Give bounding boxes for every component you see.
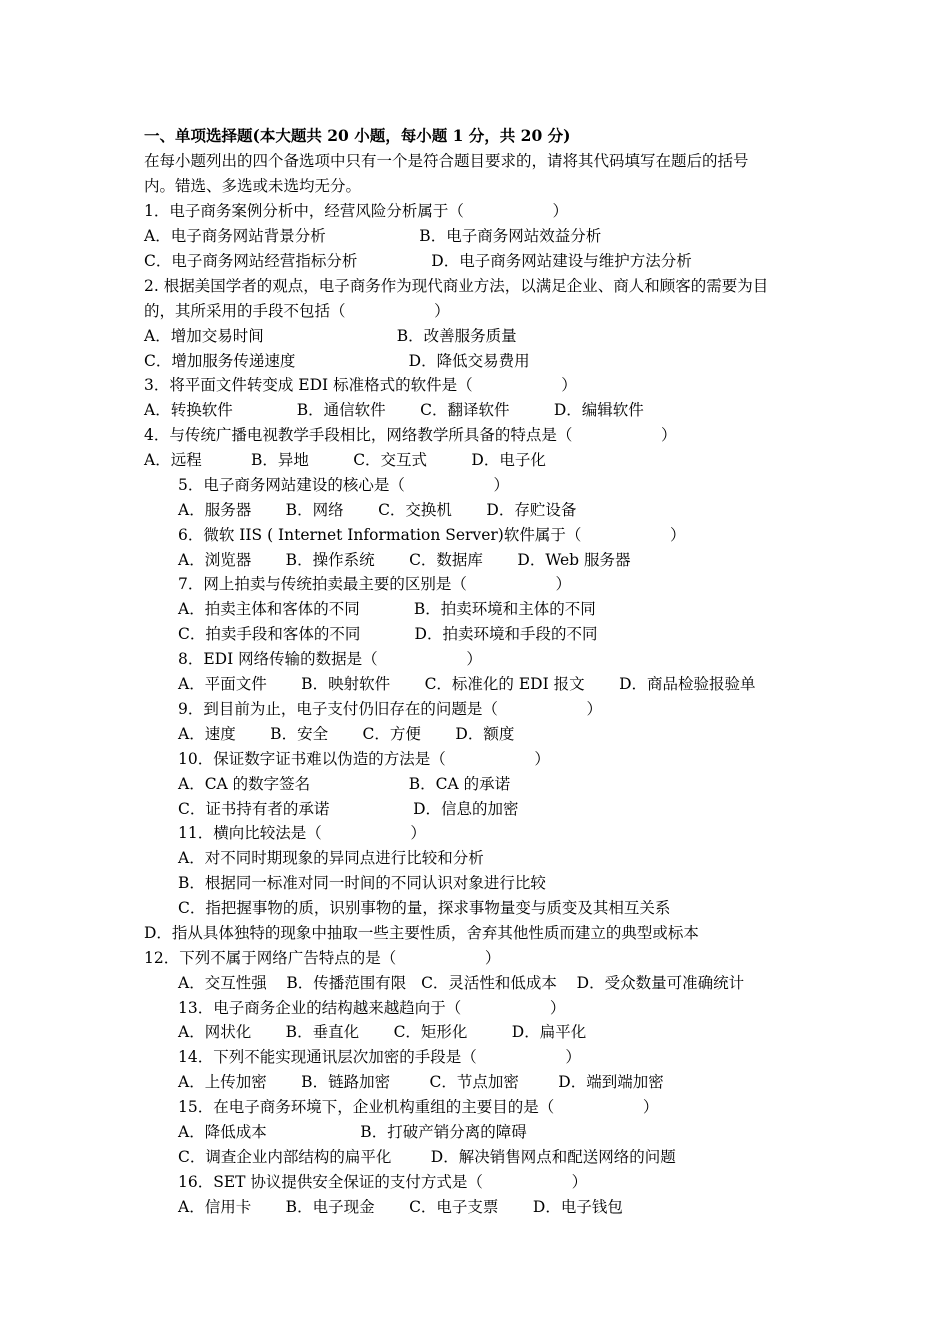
section-title: 一、单项选择题(本大题共 20 小题，每小题 1 分，共 20 分) xyxy=(144,126,571,145)
question-5: 5．电子商务网站建设的核心是（ ） xyxy=(178,476,510,494)
question-4: 4．与传统广播电视教学手段相比，网络教学所具备的特点是（ ） xyxy=(144,426,677,444)
instruction-line: 在每小题列出的四个备选项中只有一个是符合题目要求的，请将其代码填写在题后的括号 xyxy=(144,152,749,170)
question-10-options-cd: C．证书持有者的承诺 D．信息的加密 xyxy=(178,800,519,818)
question-9: 9．到目前为止，电子支付仍旧存在的问题是（ ） xyxy=(178,700,603,718)
question-10: 10．保证数字证书难以伪造的方法是（ ） xyxy=(178,750,550,768)
question-13: 13．电子商务企业的结构越来越趋向于（ ） xyxy=(178,999,566,1017)
question-12-options: A．交互性强 B．传播范围有限 C．灵活性和低成本 D．受众数量可准确统计 xyxy=(178,974,745,992)
question-1-options-ab: A．电子商务网站背景分析 B．电子商务网站效益分析 xyxy=(144,227,602,245)
question-16: 16．SET 协议提供安全保证的支付方式是（ ） xyxy=(178,1173,588,1191)
question-11-option-d: D．指从具体独特的现象中抽取一些主要性质，舍弃其他性质而建立的典型或标本 xyxy=(144,924,699,942)
question-14-options: A．上传加密 B．链路加密 C．节点加密 D．端到端加密 xyxy=(178,1073,664,1091)
question-11-option-c: C．指把握事物的质，识别事物的量，探求事物量变与质变及其相互关系 xyxy=(178,899,671,917)
question-7-options-cd: C．拍卖手段和客体的不同 D．拍卖环境和手段的不同 xyxy=(178,625,598,643)
question-16-options: A．信用卡 B．电子现金 C．电子支票 D．电子钱包 xyxy=(178,1198,623,1216)
question-2: 2. 根据美国学者的观点，电子商务作为现代商业方法，以满足企业、商人和顾客的需要为目 xyxy=(144,277,769,295)
question-5-options: A．服务器 B．网络 C．交换机 D．存贮设备 xyxy=(178,501,577,519)
question-2-cont: 的，其所采用的手段不包括（ ） xyxy=(144,302,450,320)
question-2-options-ab: A．增加交易时间 B．改善服务质量 xyxy=(144,327,517,345)
question-7: 7．网上拍卖与传统拍卖最主要的区别是（ ） xyxy=(178,575,572,593)
question-6-options: A．浏览器 B．操作系统 C．数据库 D．Web 服务器 xyxy=(178,551,631,569)
question-15-options-ab: A．降低成本 B．打破产销分离的障碍 xyxy=(178,1123,527,1141)
question-15: 15．在电子商务环境下，企业机构重组的主要目的是（ ） xyxy=(178,1098,659,1116)
question-1: 1．电子商务案例分析中，经营风险分析属于（ ） xyxy=(144,202,569,220)
question-6: 6．微软 IIS ( Internet Information Server)软件属于（ ） xyxy=(178,526,686,544)
question-9-options: A．速度 B．安全 C．方便 D．额度 xyxy=(178,725,515,743)
question-13-options: A．网状化 B．垂直化 C．矩形化 D．扁平化 xyxy=(178,1023,587,1041)
question-10-options-ab: A．CA 的数字签名 B．CA 的承诺 xyxy=(178,775,511,793)
question-8: 8．EDI 网络传输的数据是（ ） xyxy=(178,650,482,668)
question-14: 14．下列不能实现通讯层次加密的手段是（ ） xyxy=(178,1048,581,1066)
question-2-options-cd: C．增加服务传递速度 D．降低交易费用 xyxy=(144,352,530,370)
question-3-options: A．转换软件 B．通信软件 C．翻译软件 D．编辑软件 xyxy=(144,401,644,419)
question-7-options-ab: A．拍卖主体和客体的不同 B．拍卖环境和主体的不同 xyxy=(178,600,596,618)
question-4-options: A．远程 B．异地 C．交互式 D．电子化 xyxy=(144,451,546,469)
question-11: 11．横向比较法是（ ） xyxy=(178,824,426,842)
question-11-option-a: A．对不同时期现象的异同点进行比较和分析 xyxy=(178,849,484,867)
question-12: 12．下列不属于网络广告特点的是（ ） xyxy=(144,949,501,967)
question-8-options: A．平面文件 B．映射软件 C．标准化的 EDI 报文 D．商品检验报验单 xyxy=(178,675,756,693)
question-1-options-cd: C．电子商务网站经营指标分析 D．电子商务网站建设与维护方法分析 xyxy=(144,252,692,270)
question-11-option-b: B．根据同一标准对同一时间的不同认识对象进行比较 xyxy=(178,874,546,892)
instruction-line: 内。错选、多选或未选均无分。 xyxy=(144,177,362,195)
question-15-options-cd: C．调查企业内部结构的扁平化 D．解决销售网点和配送网络的问题 xyxy=(178,1148,676,1166)
question-3: 3．将平面文件转变成 EDI 标准格式的软件是（ ） xyxy=(144,376,577,394)
